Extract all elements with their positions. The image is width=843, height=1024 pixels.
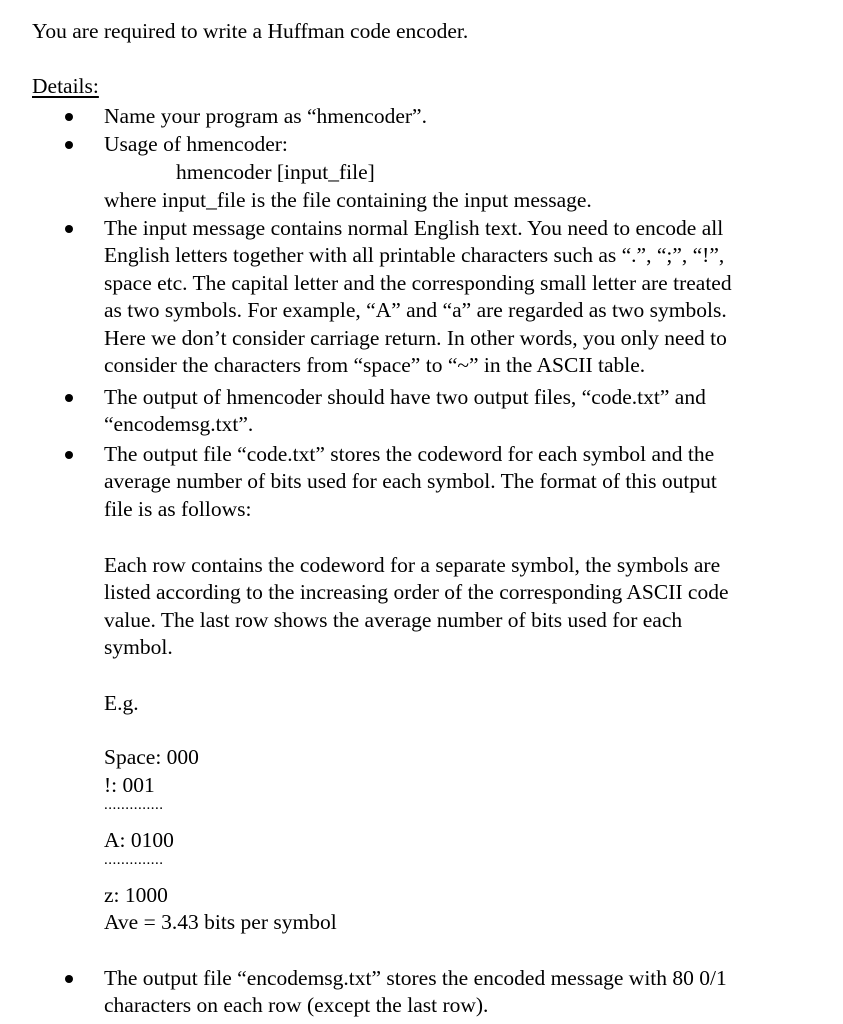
format-paragraph-line: value. The last row shows the average number of bits used for each: [104, 608, 683, 632]
bullet-encodemsg-line: The output file “encodemsg.txt” stores the encoded message with 80 0/1: [104, 966, 727, 990]
bullet-dot: [65, 113, 73, 121]
format-paragraph-line: Each row contains the codeword for a separate symbol, the symbols are: [104, 553, 721, 577]
bullet-input-line: The input message contains normal English text. You need to encode all: [104, 216, 724, 240]
example-a: A: 0100: [104, 828, 174, 852]
bullet-dot: [65, 141, 73, 149]
bullet-program-name: Name your program as “hmencoder”.: [104, 104, 427, 128]
example-dots: ..............: [104, 797, 164, 813]
bullet-input-line: Here we don’t consider carriage return. In other words, you only need to: [104, 326, 727, 350]
example-ave: Ave = 3.43 bits per symbol: [104, 910, 337, 934]
bullet-output-line: “encodemsg.txt”.: [104, 412, 254, 436]
example-dots: ..............: [104, 852, 164, 868]
bullet-input-line: English letters together with all printable characters such as “.”, “;”, “!”,: [104, 243, 725, 267]
bullet-output-line: The output of hmencoder should have two output files, “code.txt” and: [104, 385, 706, 409]
format-paragraph-line: symbol.: [104, 635, 173, 659]
details-heading: Details:: [32, 74, 99, 98]
intro-line: You are required to write a Huffman code encoder.: [32, 19, 469, 43]
bullet-encodemsg-line: characters on each row (except the last row).: [104, 993, 489, 1017]
bullet-dot: [65, 225, 73, 233]
example-label: E.g.: [104, 691, 139, 715]
example-excl: !: 001: [104, 773, 155, 797]
example-space: Space: 000: [104, 745, 199, 769]
bullet-dot: [65, 975, 73, 983]
bullet-codetxt-line: average number of bits used for each symbol. The format of this output: [104, 469, 717, 493]
bullet-input-line: as two symbols. For example, “A” and “a” are regarded as two symbols.: [104, 298, 727, 322]
format-paragraph-line: listed according to the increasing order of the corresponding ASCII code: [104, 580, 729, 604]
bullet-dot: [65, 394, 73, 402]
usage-where: where input_file is the file containing the input message.: [104, 188, 592, 212]
bullet-dot: [65, 451, 73, 459]
bullet-codetxt-line: file is as follows:: [104, 497, 252, 521]
bullet-usage: Usage of hmencoder:: [104, 132, 288, 156]
bullet-input-line: space etc. The capital letter and the corresponding small letter are treated: [104, 271, 732, 295]
bullet-input-line: consider the characters from “space” to “~” in the ASCII table.: [104, 353, 646, 377]
usage-command: hmencoder [input_file]: [176, 160, 375, 184]
example-z: z: 1000: [104, 883, 168, 907]
bullet-codetxt-line: The output file “code.txt” stores the codeword for each symbol and the: [104, 442, 715, 466]
